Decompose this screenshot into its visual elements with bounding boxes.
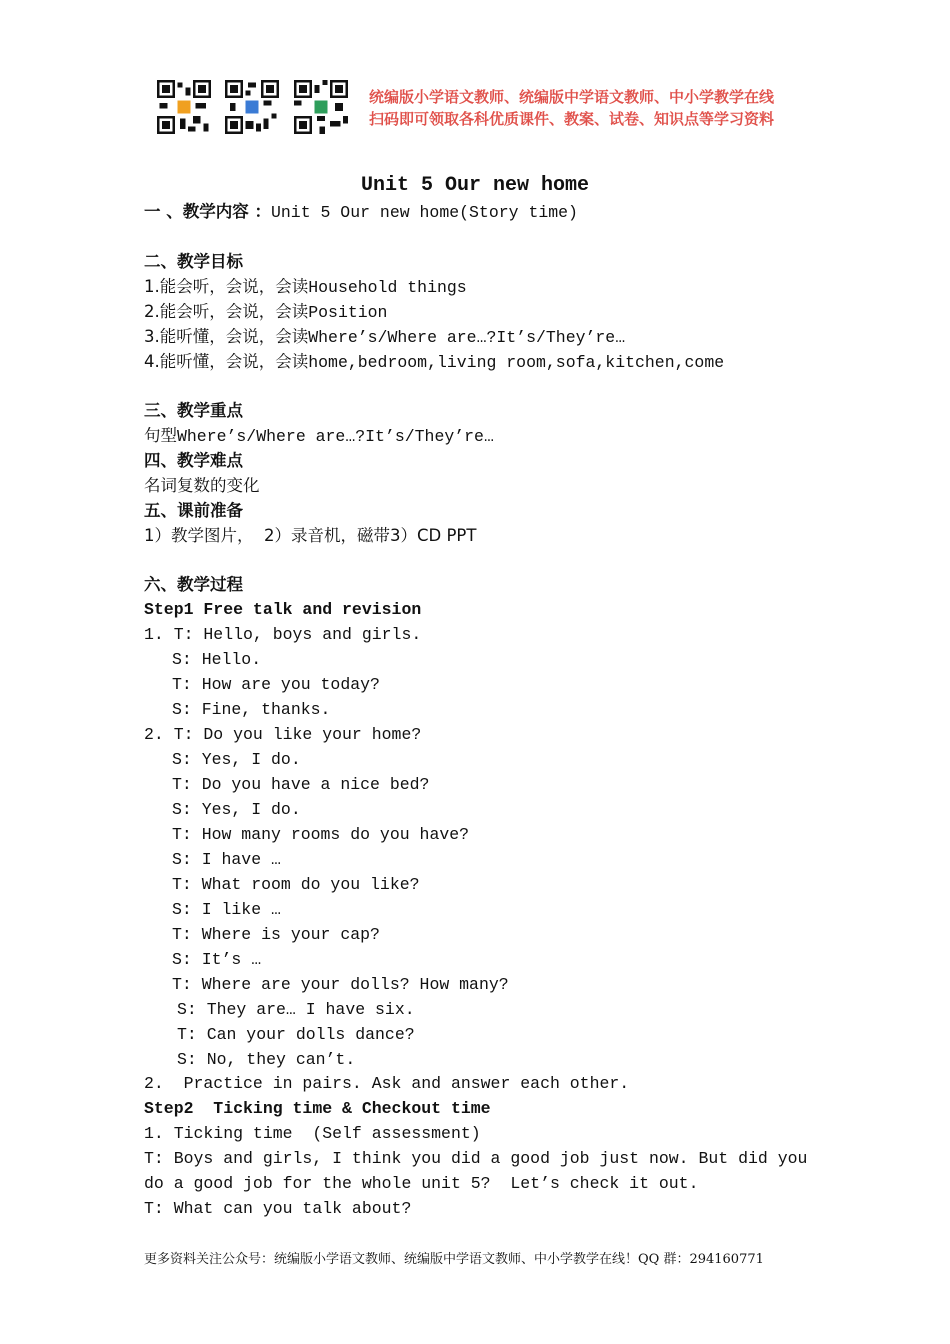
promo-line-1: 统编版小学语文教师、统编版中学语文教师、中小学教学在线 [369, 88, 775, 106]
dialogue-line: T: Do you have a nice bed? [172, 775, 430, 794]
qr-code-icon[interactable] [294, 80, 348, 134]
objectives-heading: 二、教学目标 [144, 252, 243, 271]
dialogue-line: S: It’s … [172, 950, 262, 969]
difficulties-text: 名词复数的变化 [144, 476, 260, 495]
practice-line: 2. Practice in pairs. Ask and answer each other. [144, 1074, 630, 1093]
objective-item: 1.能会听，会说，会读Household things [144, 277, 467, 297]
objective-item: 2.能会听，会说，会读Position [144, 302, 388, 322]
qr-code-icon[interactable] [157, 80, 211, 134]
header-banner [157, 80, 807, 136]
teaching-content-label: 一 、教学内容 ： [144, 202, 271, 221]
page-footer: 更多资料关注公众号：统编版小学语文教师、统编版中学语文教师、中小学教学在线！QQ 群：294160771 [144, 1252, 764, 1267]
step2-line: T: What can you talk about? [144, 1199, 412, 1218]
objective-item: 3.能听懂，会说，会读Where’s/Where are…?It’s/They’re… [144, 327, 626, 347]
dialogue-line: T: Can your dolls dance? [177, 1025, 415, 1044]
dialogue-line: S: Hello. [172, 650, 262, 669]
dialogue-line: S: They are… I have six. [177, 1000, 415, 1019]
step1-title: Step1 Free talk and revision [144, 600, 422, 619]
step2-line: do a good job for the whole unit 5? Let’s check it out. [144, 1174, 699, 1193]
dialogue-line: T: Where is your cap? [172, 925, 380, 944]
promo-text [369, 86, 774, 130]
dialogue-line: S: I have … [172, 850, 281, 869]
dialogue-line: T: How many rooms do you have? [172, 825, 470, 844]
dialogue-line: T: What room do you like? [172, 875, 420, 894]
key-points-text: 句型Where’s/Where are…?It’s/They’re… [144, 426, 494, 446]
process-heading: 六、教学过程 [144, 575, 243, 594]
dialogue-line: 1. T: Hello, boys and girls. [144, 625, 422, 644]
dialogue-line: 2. T: Do you like your home? [144, 725, 422, 744]
dialogue-line: T: Where are your dolls? How many? [172, 975, 509, 994]
difficulties-heading: 四、教学难点 [144, 451, 243, 470]
page-title: Unit 5 Our new home [360, 174, 590, 197]
step2-line: T: Boys and girls, I think you did a good job just now. But did you [144, 1149, 808, 1168]
teaching-content-text: Unit 5 Our new home(Story time) [271, 203, 578, 222]
preparation-text: 1）教学图片， 2）录音机，磁带3）CD PPT [144, 526, 477, 545]
dialogue-line: S: Fine, thanks. [172, 700, 331, 719]
objective-item: 4.能听懂，会说，会读home,bedroom,living room,sofa,kitchen,come [144, 352, 725, 372]
dialogue-line: S: Yes, I do. [172, 800, 301, 819]
promo-line-2: 扫码即可领取各科优质课件、教案、试卷、知识点等学习资料 [369, 110, 775, 128]
dialogue-line: S: No, they can’t. [177, 1050, 356, 1069]
step2-line: 1. Ticking time (Self assessment) [144, 1124, 481, 1143]
dialogue-line: S: Yes, I do. [172, 750, 301, 769]
preparation-heading: 五、课前准备 [144, 501, 243, 520]
qr-code-icon[interactable] [225, 80, 279, 134]
dialogue-line: S: I like … [172, 900, 281, 919]
dialogue-line: T: How are you today? [172, 675, 380, 694]
key-points-heading: 三、教学重点 [144, 401, 243, 420]
teaching-content [144, 199, 578, 225]
step2-title: Step2 Ticking time & Checkout time [144, 1099, 491, 1118]
